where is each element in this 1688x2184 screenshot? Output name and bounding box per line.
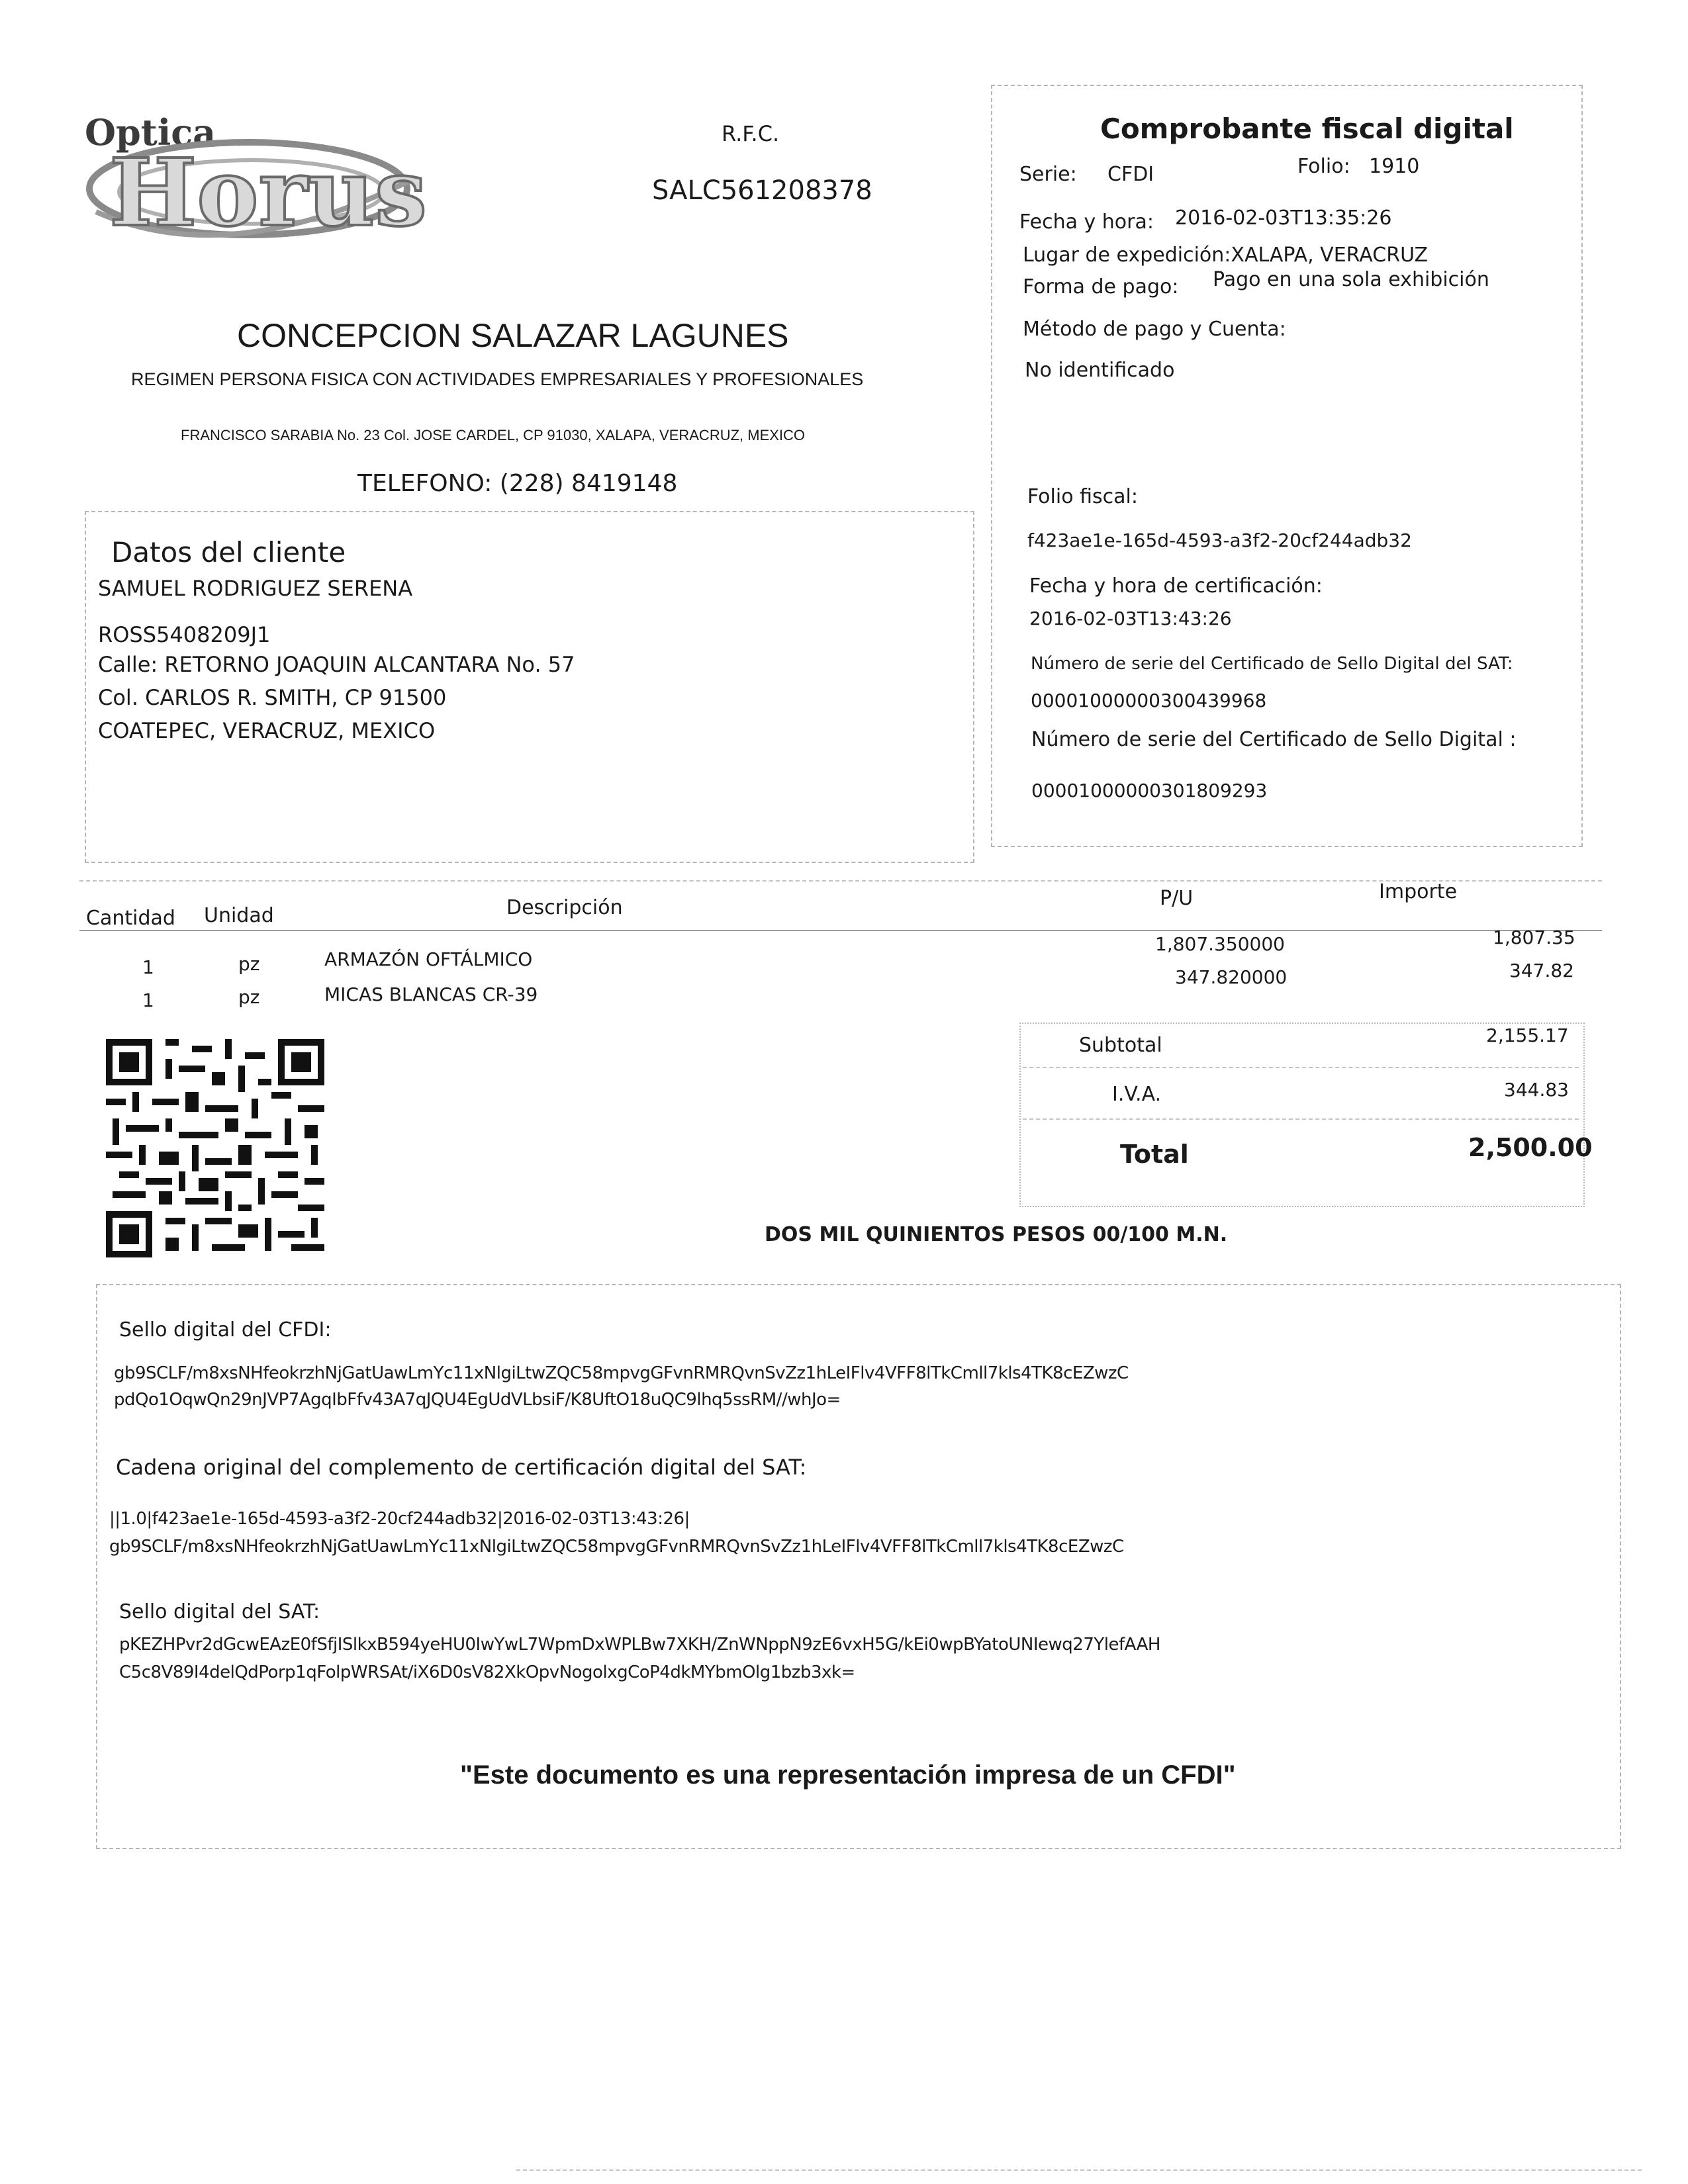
table-header-rule: [79, 930, 1602, 931]
sello-sat-line-2: C5c8V89I4delQdPorp1qFolpWRSAt/iX6D0sV82XkOpvNogolxgCoP4dkMYbmOlg1bzb3xk=: [119, 1662, 855, 1682]
logo-word: Optica: [85, 111, 216, 154]
cadena-label: Cadena original del complemento de certificación digital del SAT:: [116, 1455, 807, 1480]
footer-note: "Este documento es una representación impresa de un CFDI": [460, 1760, 1236, 1790]
cfdi-forma: Pago en una sola exhibición: [1213, 268, 1489, 291]
row-unidad: pz: [238, 953, 260, 975]
client-name: SAMUEL RODRIGUEZ SERENA: [98, 576, 413, 601]
subtotal-label: Subtotal: [1079, 1034, 1162, 1057]
logo-mark-text: Horus: [109, 139, 428, 248]
row-cantidad: 1: [142, 956, 154, 978]
client-colonia: Col. CARLOS R. SMITH, CP 91500: [98, 685, 447, 710]
sello-sat-label: Sello digital del SAT:: [119, 1600, 320, 1623]
col-descripcion: Descripción: [506, 896, 623, 919]
cfdi-lugar-label: Lugar de expedición:: [1023, 244, 1231, 267]
totals-rule-2: [1023, 1118, 1579, 1120]
total-in-words: DOS MIL QUINIENTOS PESOS 00/100 M.N.: [765, 1223, 1228, 1246]
rfc-label: R.F.C.: [722, 121, 780, 146]
qr-code: [106, 1039, 324, 1257]
row-descripcion: MICAS BLANCAS CR-39: [324, 983, 538, 1005]
cfdi-metodo-label: Método de pago y Cuenta:: [1023, 318, 1286, 341]
cfdi-lugar: [1023, 244, 1428, 267]
col-cantidad: Cantidad: [86, 907, 175, 930]
csd-serie-label: Número de serie del Certificado de Sello Digital :: [1031, 728, 1517, 751]
cadena-line-1: ||1.0|f423ae1e-165d-4593-a3f2-20cf244adb32|2016-02-03T13:43:26|: [109, 1509, 690, 1529]
cfdi-folio-label: Folio:: [1297, 155, 1350, 178]
cfdi-metodo: No identificado: [1025, 359, 1175, 382]
iva-value: 344.83: [1504, 1079, 1569, 1101]
cfdi-serie: CFDI: [1107, 163, 1154, 186]
horus-logo: [70, 119, 440, 271]
cfdi-fecha: 2016-02-03T13:35:26: [1175, 206, 1392, 230]
row-pu: 347.820000: [1175, 966, 1288, 988]
row-unidad: pz: [238, 986, 260, 1008]
folio-fiscal-label: Folio fiscal:: [1027, 485, 1138, 508]
col-unidad: Unidad: [204, 904, 274, 927]
cfdi-fecha-label: Fecha y hora:: [1019, 210, 1154, 234]
page-bottom-rule: [516, 2169, 1642, 2171]
client-heading: Datos del cliente: [111, 536, 346, 569]
row-importe: 1,807.35: [1493, 927, 1575, 948]
client-rfc: ROSS5408209J1: [98, 622, 271, 647]
sat-serie: 00001000000300439968: [1031, 690, 1267, 711]
cadena-line-2: gb9SCLF/m8xsNHfeokrzhNjGatUawLmYc11xNlgiLtwZQC58mpvgGFvnRMRQvnSvZz1hLeIFlv4VFF8lTkCmll7kls4TK8cEZwzC: [109, 1537, 1124, 1557]
cfdi-lugar-value: XALAPA, VERACRUZ: [1231, 244, 1429, 267]
cfdi-title: Comprobante fiscal digital: [1100, 113, 1514, 145]
cfdi-folio: 1910: [1369, 155, 1420, 178]
sat-serie-label: Número de serie del Certificado de Sello Digital del SAT:: [1031, 654, 1513, 674]
subtotal-value: 2,155.17: [1486, 1024, 1569, 1046]
iva-label: I.V.A.: [1112, 1083, 1162, 1106]
sello-cfdi-line-1: gb9SCLF/m8xsNHfeokrzhNjGatUawLmYc11xNlgiLtwZQC58mpvgGFvnRMRQvnSvZz1hLeIFlv4VFF8lTkCmll7kls4TK8cEZwzC: [114, 1363, 1129, 1383]
client-city: COATEPEC, VERACRUZ, MEXICO: [98, 718, 436, 743]
sello-sat-line-1: pKEZHPvr2dGcwEAzE0fSfjISlkxB594yeHU0IwYwL7WpmDxWPLBw7XKH/ZnWNppN9zE6vxH5G/kEi0wpBYatoUNIewq27YlefAAH: [119, 1635, 1160, 1655]
client-street: Calle: RETORNO JOAQUIN ALCANTARA No. 57: [98, 652, 575, 677]
row-pu: 1,807.350000: [1155, 933, 1285, 955]
cfdi-forma-label: Forma de pago:: [1023, 275, 1179, 298]
rfc-value: SALC561208378: [652, 175, 872, 206]
csd-serie: 00001000000301809293: [1031, 780, 1268, 801]
cert-fecha: 2016-02-03T13:43:26: [1029, 608, 1232, 629]
issuer-regime: REGIMEN PERSONA FISICA CON ACTIVIDADES EMPRESARIALES Y PROFESIONALES: [131, 369, 864, 389]
totals-rule-1: [1023, 1067, 1579, 1068]
col-pu: P/U: [1160, 887, 1194, 910]
issuer-name: CONCEPCION SALAZAR LAGUNES: [237, 317, 789, 354]
folio-fiscal: f423ae1e-165d-4593-a3f2-20cf244adb32: [1027, 529, 1412, 551]
cfdi-serie-label: Serie:: [1019, 163, 1077, 186]
table-top-rule: [79, 880, 1602, 882]
issuer-address: FRANCISCO SARABIA No. 23 Col. JOSE CARDEL, CP 91030, XALAPA, VERACRUZ, MEXICO: [181, 427, 806, 443]
col-importe: Importe: [1379, 880, 1458, 903]
cert-fecha-label: Fecha y hora de certificación:: [1029, 574, 1323, 598]
row-importe: 347.82: [1509, 960, 1574, 981]
sello-cfdi-line-2: pdQo1OqwQn29nJVP7AgqIbFfv43A7qJQU4EgUdVLbsiF/K8UftO18uQC9lhq5ssRM//whJo=: [114, 1390, 841, 1410]
sello-cfdi-label: Sello digital del CFDI:: [119, 1318, 332, 1342]
total-label: Total: [1120, 1140, 1189, 1169]
row-descripcion: ARMAZÓN OFTÁLMICO: [324, 948, 533, 970]
issuer-phone: TELEFONO: (228) 8419148: [357, 470, 678, 497]
total-value: 2,500.00: [1468, 1133, 1593, 1162]
row-cantidad: 1: [142, 989, 154, 1011]
